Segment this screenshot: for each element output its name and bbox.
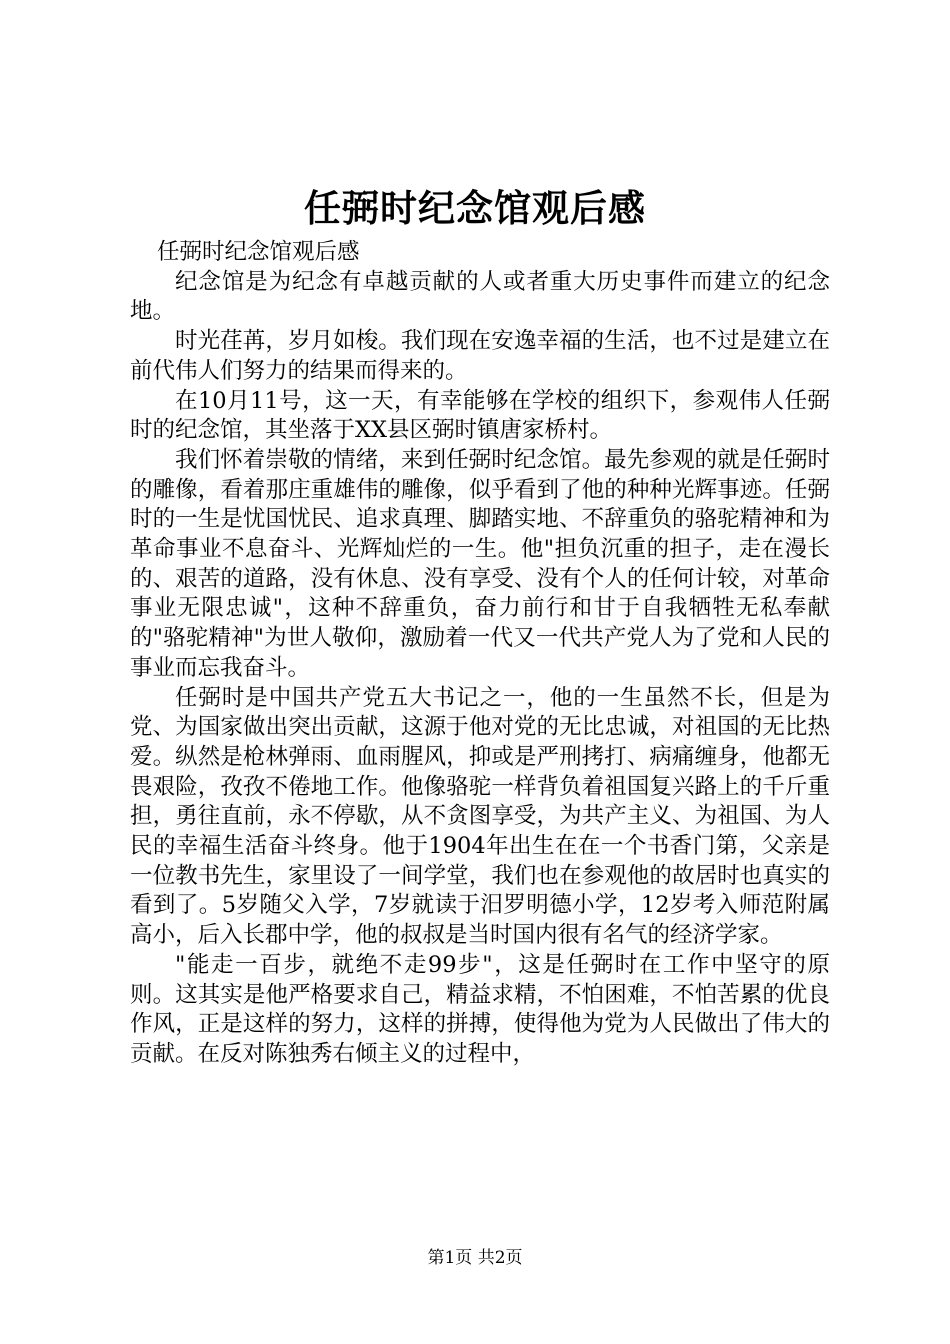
document-body — [130, 238, 830, 1070]
paragraph: 时光荏苒，岁月如梭。我们现在安逸幸福的生活，也不过是建立在前代伟人们努力的结果而得来的。 — [130, 328, 830, 384]
page-footer: 第1页 共2页 — [427, 1248, 523, 1268]
document-title: 任弼时纪念馆观后感 — [304, 186, 646, 230]
paragraph: "能走一百步，就绝不走99步"，这是任弼时在工作中坚守的原则。这其实是他严格要求自己，精益求精，不怕困难，不怕苦累的优良作风，正是这样的努力，这样的拼搏，使得他为党为人民做出了伟大的贡献。在反对陈独秀右倾主义的过程中， — [130, 951, 830, 1067]
paragraph: 我们怀着崇敬的情绪，来到任弼时纪念馆。最先参观的就是任弼时的雕像，看着那庄重雄伟的雕像，似乎看到了他的种种光辉事迹。任弼时的一生是忧国忧民、追求真理、脚踏实地、不辞重负的骆驼精神和为革命事业不息奋斗、光辉灿烂的一生。他"担负沉重的担子，走在漫长的、艰苦的道路，没有休息、没有享受、没有个人的任何计较，对革命事业无限忠诚"，这种不辞重负，奋力前行和甘于自我牺牲无私奉献的"骆驼精神"为世人敬仰，激励着一代又一代共产党人为了党和人民的事业而忘我奋斗。 — [130, 446, 830, 681]
paragraph: 在10月11号，这一天，有幸能够在学校的组织下，参观伟人任弼时的纪念馆，其坐落于XX县区弼时镇唐家桥村。 — [130, 387, 830, 444]
paragraph: 任弼时是中国共产党五大书记之一，他的一生虽然不长，但是为党、为国家做出突出贡献，这源于他对党的无比忠诚，对祖国的无比热爱。纵然是枪林弹雨、血雨腥风，抑或是严刑拷打、病痛缠身，他都无畏艰险，孜孜不倦地工作。他像骆驼一样背负着祖国复兴路上的千斤重担，勇往直前，永不停歇，从不贪图享受，为共产主义、为祖国、为人民的幸福生活奋斗终身。他于1904年出生在在一个书香门第，父亲是一位教书先生，家里设了一间学堂，我们也在参观他的故居时也真实的看到了。5岁随父入学，7岁就读于汨罗明德小学，12岁考入师范附属高小，后入长郡中学，他的叔叔是当时国内很有名气的经济学家。 — [130, 684, 830, 949]
document-subtitle: 任弼时纪念馆观后感 — [157, 239, 360, 265]
paragraph: 纪念馆是为纪念有卓越贡献的人或者重大历史事件而建立的纪念地。 — [130, 268, 830, 325]
